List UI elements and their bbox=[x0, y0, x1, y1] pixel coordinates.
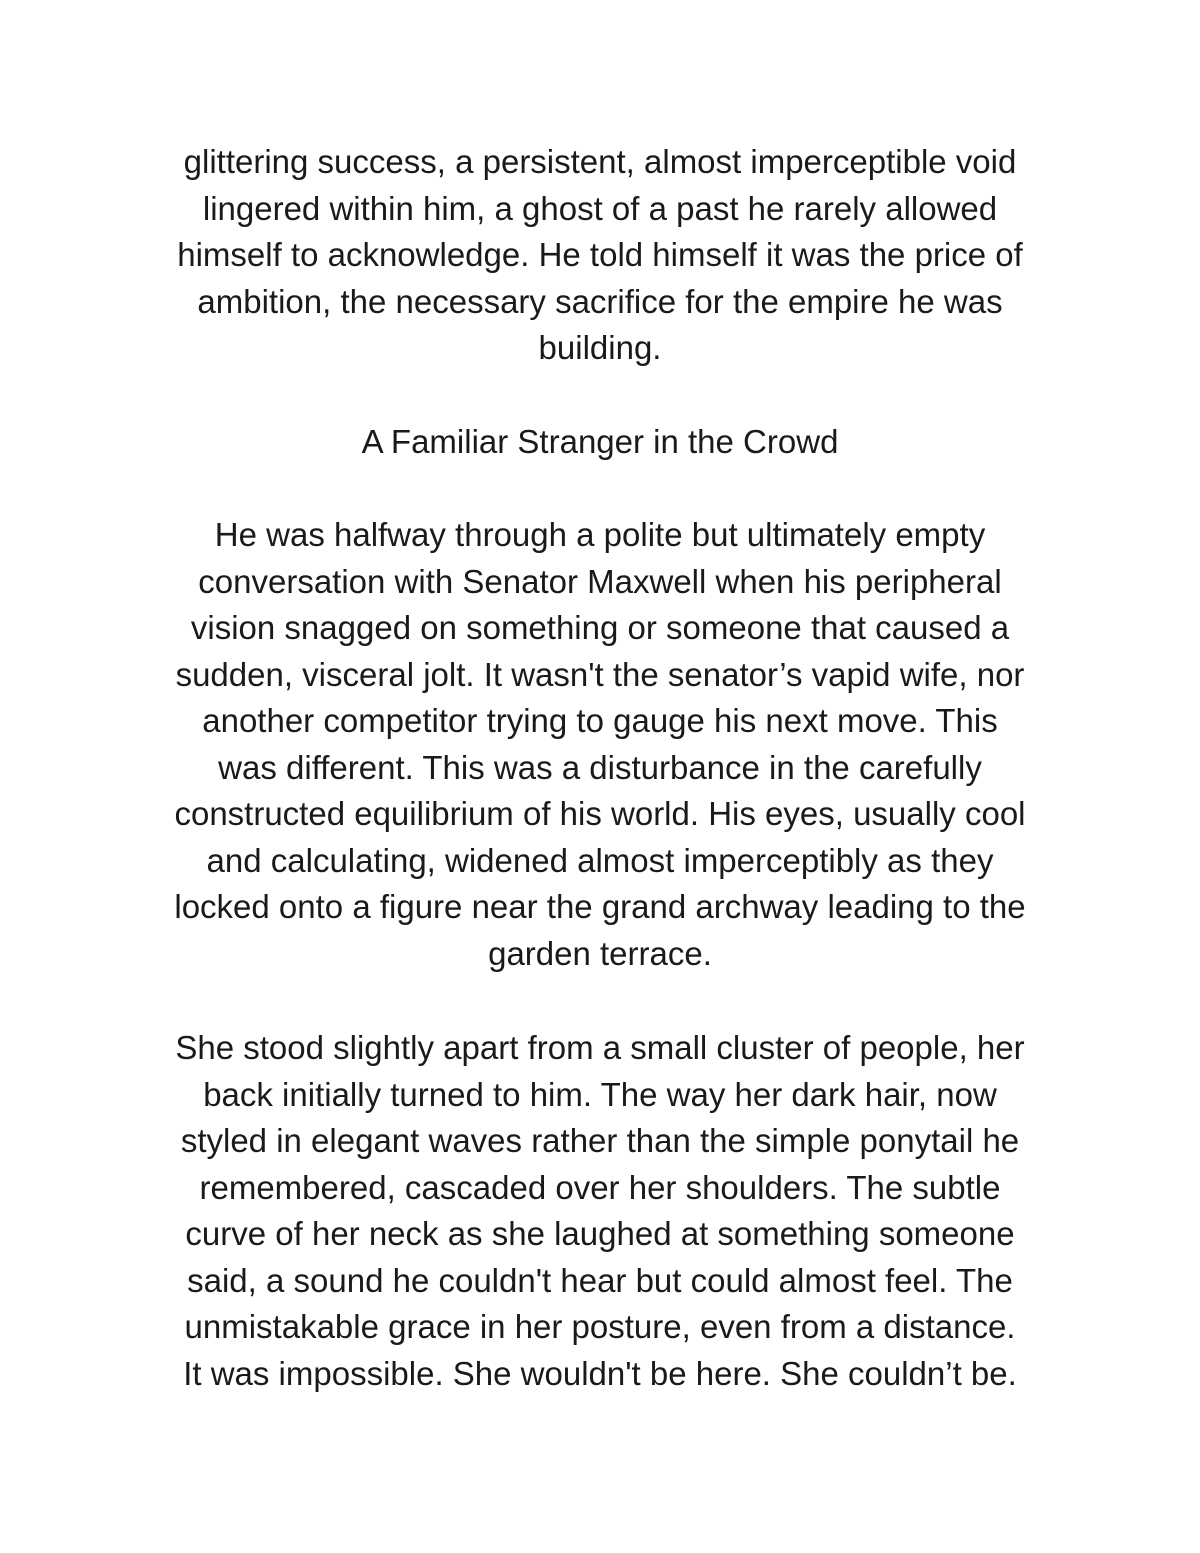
text-line: himself to acknowledge. He told himself it was the price of bbox=[177, 236, 1023, 273]
text-line: building. bbox=[538, 329, 662, 366]
text-line: another competitor trying to gauge his next move. This bbox=[202, 702, 998, 739]
section-heading-text: A Familiar Stranger in the Crowd bbox=[361, 423, 839, 460]
text-line: He was halfway through a polite but ultimately empty bbox=[214, 516, 986, 553]
text-line: glittering success, a persistent, almost imperceptible void bbox=[183, 143, 1017, 180]
text-line: unmistakable grace in her posture, even from a distance. bbox=[184, 1308, 1016, 1345]
text-line: said, a sound he couldn't hear but could almost feel. The bbox=[187, 1261, 1013, 1299]
text-line: back initially turned to him. The way her dark hair, now bbox=[203, 1075, 997, 1113]
text-line: was different. This was a disturbance in the carefully bbox=[218, 748, 982, 786]
paragraph-2 bbox=[140, 512, 1060, 977]
text-line: remembered, cascaded over her shoulders. The subtle bbox=[199, 1168, 1001, 1206]
text-line: constructed equilibrium of his world. His eyes, usually cool bbox=[174, 795, 1026, 832]
paragraph-3 bbox=[140, 1025, 1060, 1397]
text-line: vision snagged on something or someone that caused a bbox=[190, 609, 1010, 646]
text-line: sudden, visceral jolt. It wasn't the senator’s vapid wife, nor bbox=[175, 655, 1025, 693]
text-line: curve of her neck as she laughed at something someone bbox=[185, 1215, 1015, 1252]
text-line: conversation with Senator Maxwell when his peripheral bbox=[198, 562, 1002, 600]
text-line: styled in elegant waves rather than the simple ponytail he bbox=[180, 1122, 1020, 1159]
paragraph-1 bbox=[140, 139, 1060, 372]
text-line: It was impossible. She wouldn't be here. She couldn’t be. bbox=[183, 1354, 1017, 1392]
text-line: lingered within him, a ghost of a past he rarely allowed bbox=[202, 189, 998, 227]
text-line: garden terrace. bbox=[488, 934, 712, 972]
section-heading bbox=[140, 419, 1060, 466]
text-line: She stood slightly apart from a small cluster of people, her bbox=[175, 1029, 1025, 1066]
text-line: locked onto a figure near the grand archway leading to the bbox=[174, 888, 1026, 925]
text-line: and calculating, widened almost imperceptibly as they bbox=[206, 841, 994, 879]
text-line: ambition, the necessary sacrifice for the empire he was bbox=[197, 282, 1003, 320]
